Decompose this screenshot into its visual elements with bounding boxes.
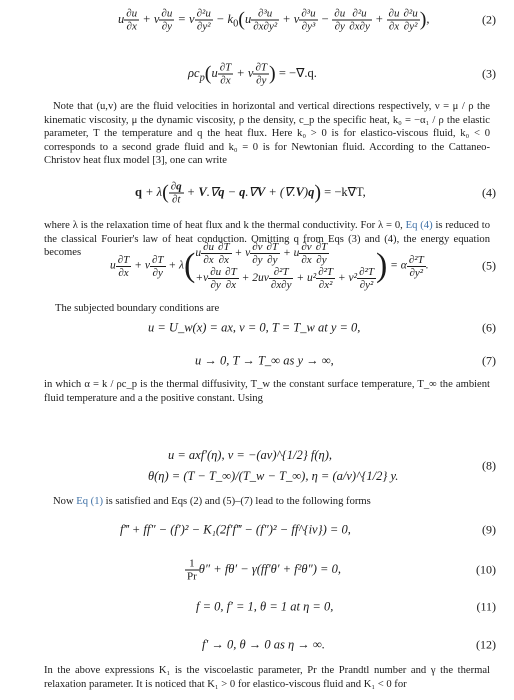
equation-4-number: (4) [482, 185, 496, 200]
equation-4 [0, 180, 514, 206]
paragraph-variable-definitions: Note that (u,v) are the fluid velocities in horizontal and vertical directions respectively, ν = μ / ρ the kinematic viscosity, μ the dynamic viscosity, ρ the density, c_p the specific heat, k₀ = −α₁ / ρ the elastic parameter, T the temperature and q the heat flux. Here k₀ > 0 is for elastico-viscous fluid, k₀ < 0 corresponds to a second grade fluid and k₀ = 0 is for Newtonian fluid. According to the Cattaneo-Christov heat flux model [3], one can write [44, 101, 490, 167]
equation-7-number: (7) [482, 353, 496, 368]
paragraph-thermal-diffusivity: in which α = k / ρc_p is the thermal diffusivity, T_w the constant surface temperature, T_∞ the ambient fluid temperature and a the positive constant. Using [44, 379, 490, 404]
paragraph-parameter-definitions: In the above expressions K₁ is the viscoelastic parameter, Pr the Prandtl number and γ the thermal relaxation parameter. It is noticed that K₁ > 0 for elastico-viscous fluid and K₁ < 0 for [44, 665, 490, 690]
equation-5 [0, 241, 514, 291]
equation-8-line1: u = axf′(η), v = −(aν)^{1/2} f(η), [168, 448, 333, 462]
equation-11 [0, 599, 514, 614]
equation-6 [0, 320, 514, 335]
equation-3-number: (3) [482, 66, 496, 81]
equation-6-number: (6) [482, 320, 496, 335]
paragraph-transformed-forms: Now Eq (1) is satisfied and Eqs (2) and (5)–(7) lead to the following forms [53, 496, 371, 507]
equation-3 [0, 61, 514, 87]
equation-11-number: (11) [476, 599, 496, 614]
equation-2-expression: u $\frac{\partial u}{\partial x}$ + v $\frac{\partial u}{\partial y}$ = ν $\frac{\text{∂²u}}{\text{∂y²}}$ − $k_0(u$ $\frac{\text{∂³u}}{\text{∂x∂y²}}$ + v $\frac{\text{∂³u}}{\text{∂y³}}$ − $\frac{\partial u}{\partial y}$ $\frac{\text{∂²u}}{\partial x\partial y}$ + $\frac{\partial u}{\partial x}$ $\frac{\text{∂²u}}{\text{∂y²}}$ ), [118, 7, 430, 33]
equation-11-expression: f = 0, f′ = 1, θ = 1 at η = 0, [196, 599, 334, 614]
equation-12-expression: f′ → 0, θ → 0 as η → ∞. [202, 637, 325, 652]
equation-8-line2: θ(η) = (T − T_∞)/(T_w − T_∞), η = (a/ν)^{1/2} y. [148, 469, 399, 483]
equation-9-expression: f‴ + ff″ − (f′)² − K₁(2f′f‴ − (f″)² − ff^{iv}) = 0, [120, 522, 351, 537]
equation-3-expression: $\rho c_p(u$ $\frac{\partial T}{\partial x}$ + v $\frac{\partial T}{\partial y}$ ) = −∇.q. [188, 61, 317, 87]
equation-7 [0, 353, 514, 368]
equation-12-number: (12) [476, 637, 496, 652]
equation-3-rhs: = −∇.q. [278, 65, 317, 80]
eq4-link[interactable]: Eq (4) [405, 220, 433, 231]
equation-8 [0, 448, 514, 483]
equation-2 [0, 7, 514, 33]
equation-4-expression: q + λ( $\frac{\partial q}{\partial t}$ + V.∇q − q.∇V + (∇.V)q) = −k∇T, [135, 180, 366, 206]
equation-8-number: (8) [482, 458, 496, 473]
equation-10-number: (10) [476, 562, 496, 577]
equation-2-number: (2) [482, 12, 496, 27]
paragraph-boundary-intro: The subjected boundary conditions are [55, 303, 220, 314]
equation-10 [0, 557, 514, 583]
equation-10-expression: $\frac{1}{Pr}$ θ″ + fθ′ − γ(ff′θ′ + f²θ″) = 0, [187, 557, 341, 583]
equation-9-number: (9) [482, 522, 496, 537]
equation-5-expression: u $\frac{\partial T}{\partial x}$ + v $\frac{\partial T}{\partial y}$ + λ(u $\frac{\partial u}{\partial x}$ $\frac{\partial T}{\partial x}$ + v $\frac{\partial v}{\partial y}$ $\frac{\partial T}{\partial y}$ + u $\frac{\partial v}{\partial x}$ $\frac{\partial T}{\partial y}$ +v $\frac{\partial u}{\partial y}$ $\frac{\partial T}{\partial x}$ + 2uv $\frac{\text{∂²T}}{\partial x\partial y}$ + u² $\frac{\text{∂²T}}{\text{∂x²}}$ + v² $\frac{\text{∂²T}}{\text{∂y²}}$ ) = α $\frac{\text{∂²T}}{\text{∂y²}}$ . [110, 241, 429, 291]
equation-7-expression: u → 0, T → T_∞ as y → ∞, [195, 353, 334, 368]
equation-6-expression: u = U_w(x) = ax, v = 0, T = T_w at y = 0, [148, 320, 361, 335]
eq1-link[interactable]: Eq (1) [76, 496, 104, 507]
paragraph-relaxation-time: where λ is the relaxation time of heat flux and k the thermal conductivity. For λ = 0, Eq (4) is reduced to the classical Fourier's law of heat conduction. Omitting q from Eqs (3) and (4), the energy equation becomes [44, 220, 490, 259]
equation-9 [0, 522, 514, 537]
equation-4-rhs: = −k∇T, [324, 184, 366, 199]
equation-12 [0, 637, 514, 652]
equation-5-number: (5) [482, 258, 496, 273]
